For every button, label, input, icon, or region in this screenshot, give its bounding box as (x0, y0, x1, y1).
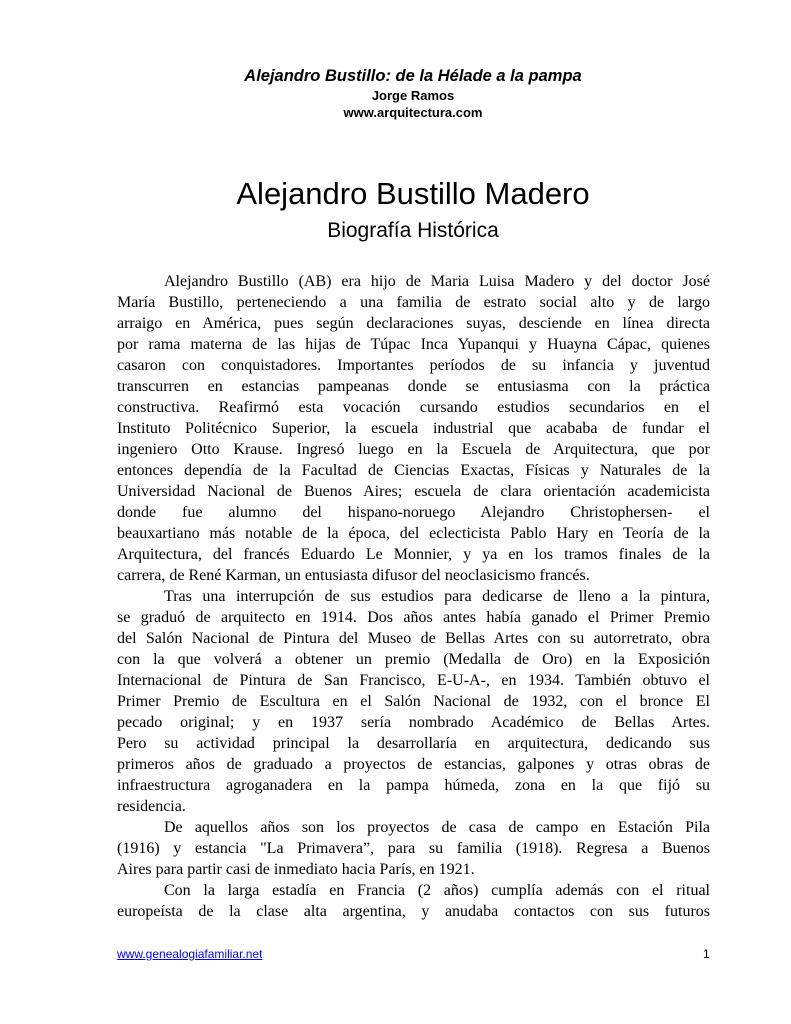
text-line: Alejandro Bustillo (AB) era hijo de Maria Luisa Madero y del doctor José (164, 273, 710, 290)
text-line: constructiva. Reafirmó esta vocación cursando estudios secundarios en el (117, 399, 710, 416)
document-website: www.arquitectura.com (343, 105, 483, 120)
text-line: beauxartiano más notable de la época, del eclecticista Pablo Hary en Teoría de la (117, 525, 710, 542)
text-line: arraigo en América, pues según declaraciones suyas, desciende en línea directa (117, 315, 710, 332)
paragraph (117, 271, 710, 586)
text-line: por rama materna de las hijas de Túpac Inca Yupanqui y Huayna Cápac, quienes (117, 336, 710, 353)
text-line: (1916) y estancia "La Primavera”, para su familia (1918). Regresa a Buenos (117, 840, 710, 857)
text-line: infraestructura agroganadera en la pampa húmeda, zona en la que fijó su (117, 777, 710, 794)
text-line: Con la larga estadía en Francia (2 años) cumplía además con el ritual (164, 882, 710, 899)
text-line: residencia. (117, 798, 186, 815)
page-title: Alejandro Bustillo Madero (236, 176, 590, 211)
text-line: carrera, de René Karman, un entusiasta difusor del neoclasicismo francés. (117, 567, 590, 584)
paragraph (117, 880, 710, 922)
paragraph (117, 817, 710, 880)
text-line: donde fue alumno del hispano-noruego Alejandro Christophersen- el (117, 504, 710, 521)
text-line: María Bustillo, perteneciendo a una familia de estrato social alto y de largo (117, 294, 710, 311)
text-line: con la que volverá a obtener un premio (Medalla de Oro) en la Exposición (117, 651, 710, 668)
text-line: del Salón Nacional de Pintura del Museo de Bellas Artes con su autorretrato, obra (117, 630, 710, 647)
page-number: 1 (703, 947, 710, 961)
text-line: casaron con conquistadores. Importantes períodos de su infancia y juventud (117, 357, 710, 374)
text-line: se graduó de arquitecto en 1914. Dos años antes había ganado el Primer Premio (117, 609, 710, 626)
text-line: De aquellos años son los proyectos de casa de campo en Estación Pila (164, 819, 710, 836)
footer-link[interactable]: www.genealogiafamiliar.net (117, 947, 263, 961)
text-line: primeros años de graduado a proyectos de estancias, galpones y otras obras de (117, 756, 710, 773)
text-line: europeísta de la clase alta argentina, y anudaba contactos con sus futuros (117, 903, 710, 920)
text-line: Aires para partir casi de inmediato hacia París, en 1921. (117, 861, 475, 878)
page-subtitle: Biografía Histórica (327, 219, 499, 242)
text-line: transcurren en estancias pampeanas donde se entusiasma con la práctica (117, 378, 710, 395)
text-line: Instituto Politécnico Superior, la escuela industrial que acababa de fundar el (117, 420, 710, 437)
paragraph (117, 586, 710, 817)
text-line: Tras una interrupción de sus estudios para dedicarse de lleno a la pintura, (164, 588, 710, 605)
text-line: Pero su actividad principal la desarrollaría en arquitectura, dedicando sus (117, 735, 710, 752)
text-line: ingeniero Otto Krause. Ingresó luego en la Escuela de Arquitectura, que por (117, 441, 710, 458)
text-line: Arquitectura, del francés Eduardo Le Monnier, y ya en los tramos finales de la (117, 546, 710, 563)
text-line: pecado original; y en 1937 sería nombrado Académico de Bellas Artes. (117, 714, 710, 731)
document-body (117, 271, 710, 922)
document-header-title: Alejandro Bustillo: de la Hélade a la pampa (244, 67, 582, 85)
document-author: Jorge Ramos (371, 88, 455, 103)
text-line: Universidad Nacional de Buenos Aires; escuela de clara orientación academicista (117, 483, 710, 500)
text-line: Primer Premio de Escultura en el Salón Nacional de 1932, con el bronce El (117, 693, 710, 710)
text-line: entonces dependía de la Facultad de Ciencias Exactas, Físicas y Naturales de la (117, 462, 710, 479)
text-line: Internacional de Pintura de San Francisco, E-U-A-, en 1934. También obtuvo el (117, 672, 710, 689)
